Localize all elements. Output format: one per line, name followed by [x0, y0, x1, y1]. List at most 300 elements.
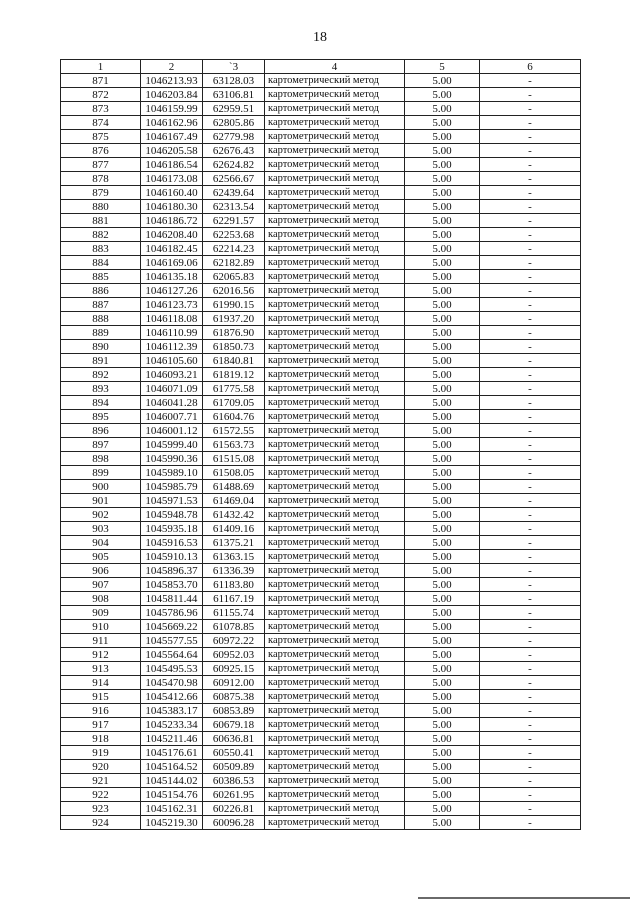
precision-cell: 5.00	[405, 508, 480, 522]
table-row	[61, 620, 581, 634]
method-cell: картометрический метод	[265, 88, 405, 102]
point-number-cell: 919	[61, 746, 141, 760]
extra-cell: -	[480, 200, 581, 214]
coordinates-table	[60, 59, 581, 830]
precision-cell: 5.00	[405, 172, 480, 186]
method-cell: картометрический метод	[265, 354, 405, 368]
table-row	[61, 578, 581, 592]
y-coordinate-cell: 61488.69	[203, 480, 265, 494]
x-coordinate-cell: 1045154.76	[141, 788, 203, 802]
point-number-cell: 924	[61, 816, 141, 830]
x-coordinate-cell: 1046162.96	[141, 116, 203, 130]
extra-cell: -	[480, 760, 581, 774]
x-coordinate-cell: 1045233.34	[141, 718, 203, 732]
precision-cell: 5.00	[405, 130, 480, 144]
x-coordinate-cell: 1046160.40	[141, 186, 203, 200]
precision-cell: 5.00	[405, 816, 480, 830]
point-number-cell: 911	[61, 634, 141, 648]
x-coordinate-cell: 1046167.49	[141, 130, 203, 144]
extra-cell: -	[480, 116, 581, 130]
extra-cell: -	[480, 494, 581, 508]
point-number-cell: 893	[61, 382, 141, 396]
extra-cell: -	[480, 788, 581, 802]
point-number-cell: 882	[61, 228, 141, 242]
table-row	[61, 144, 581, 158]
method-cell: картометрический метод	[265, 410, 405, 424]
table-row	[61, 326, 581, 340]
precision-cell: 5.00	[405, 158, 480, 172]
precision-cell: 5.00	[405, 382, 480, 396]
extra-cell: -	[480, 340, 581, 354]
method-cell: картометрический метод	[265, 242, 405, 256]
method-cell: картометрический метод	[265, 452, 405, 466]
column-header-6: 6	[480, 60, 581, 74]
precision-cell: 5.00	[405, 186, 480, 200]
method-cell: картометрический метод	[265, 186, 405, 200]
extra-cell: -	[480, 228, 581, 242]
y-coordinate-cell: 60096.28	[203, 816, 265, 830]
y-coordinate-cell: 61572.55	[203, 424, 265, 438]
y-coordinate-cell: 61363.15	[203, 550, 265, 564]
x-coordinate-cell: 1046127.26	[141, 284, 203, 298]
y-coordinate-cell: 62214.23	[203, 242, 265, 256]
table-row	[61, 634, 581, 648]
table-row	[61, 214, 581, 228]
table-row	[61, 382, 581, 396]
precision-cell: 5.00	[405, 354, 480, 368]
point-number-cell: 877	[61, 158, 141, 172]
method-cell: картометрический метод	[265, 424, 405, 438]
table-row	[61, 130, 581, 144]
y-coordinate-cell: 61336.39	[203, 564, 265, 578]
x-coordinate-cell: 1046110.99	[141, 326, 203, 340]
precision-cell: 5.00	[405, 74, 480, 88]
table-row	[61, 732, 581, 746]
method-cell: картометрический метод	[265, 746, 405, 760]
x-coordinate-cell: 1046093.21	[141, 368, 203, 382]
table-row	[61, 410, 581, 424]
precision-cell: 5.00	[405, 718, 480, 732]
x-coordinate-cell: 1045495.53	[141, 662, 203, 676]
precision-cell: 5.00	[405, 466, 480, 480]
method-cell: картометрический метод	[265, 326, 405, 340]
point-number-cell: 917	[61, 718, 141, 732]
x-coordinate-cell: 1046203.84	[141, 88, 203, 102]
precision-cell: 5.00	[405, 452, 480, 466]
point-number-cell: 872	[61, 88, 141, 102]
extra-cell: -	[480, 802, 581, 816]
y-coordinate-cell: 60550.41	[203, 746, 265, 760]
precision-cell: 5.00	[405, 522, 480, 536]
table-row	[61, 508, 581, 522]
x-coordinate-cell: 1046135.18	[141, 270, 203, 284]
extra-cell: -	[480, 564, 581, 578]
method-cell: картометрический метод	[265, 298, 405, 312]
extra-cell: -	[480, 578, 581, 592]
x-coordinate-cell: 1045916.53	[141, 536, 203, 550]
precision-cell: 5.00	[405, 326, 480, 340]
method-cell: картометрический метод	[265, 564, 405, 578]
x-coordinate-cell: 1046186.54	[141, 158, 203, 172]
column-header-5: 5	[405, 60, 480, 74]
y-coordinate-cell: 62566.67	[203, 172, 265, 186]
method-cell: картометрический метод	[265, 704, 405, 718]
extra-cell: -	[480, 130, 581, 144]
point-number-cell: 874	[61, 116, 141, 130]
table-row	[61, 452, 581, 466]
extra-cell: -	[480, 326, 581, 340]
y-coordinate-cell: 62253.68	[203, 228, 265, 242]
method-cell: картометрический метод	[265, 144, 405, 158]
point-number-cell: 878	[61, 172, 141, 186]
x-coordinate-cell: 1045786.96	[141, 606, 203, 620]
point-number-cell: 907	[61, 578, 141, 592]
point-number-cell: 881	[61, 214, 141, 228]
extra-cell: -	[480, 242, 581, 256]
extra-cell: -	[480, 662, 581, 676]
point-number-cell: 886	[61, 284, 141, 298]
point-number-cell: 890	[61, 340, 141, 354]
precision-cell: 5.00	[405, 536, 480, 550]
method-cell: картометрический метод	[265, 158, 405, 172]
y-coordinate-cell: 60912.00	[203, 676, 265, 690]
extra-cell: -	[480, 284, 581, 298]
method-cell: картометрический метод	[265, 312, 405, 326]
x-coordinate-cell: 1045176.61	[141, 746, 203, 760]
table-row	[61, 284, 581, 298]
table-row	[61, 494, 581, 508]
method-cell: картометрический метод	[265, 74, 405, 88]
method-cell: картометрический метод	[265, 172, 405, 186]
point-number-cell: 921	[61, 774, 141, 788]
precision-cell: 5.00	[405, 368, 480, 382]
extra-cell: -	[480, 690, 581, 704]
y-coordinate-cell: 60509.89	[203, 760, 265, 774]
extra-cell: -	[480, 158, 581, 172]
point-number-cell: 915	[61, 690, 141, 704]
point-number-cell: 873	[61, 102, 141, 116]
x-coordinate-cell: 1045383.17	[141, 704, 203, 718]
point-number-cell: 871	[61, 74, 141, 88]
y-coordinate-cell: 61563.73	[203, 438, 265, 452]
precision-cell: 5.00	[405, 256, 480, 270]
table-row	[61, 116, 581, 130]
point-number-cell: 910	[61, 620, 141, 634]
column-header-2: 2	[141, 60, 203, 74]
precision-cell: 5.00	[405, 312, 480, 326]
precision-cell: 5.00	[405, 88, 480, 102]
extra-cell: -	[480, 592, 581, 606]
y-coordinate-cell: 61876.90	[203, 326, 265, 340]
extra-cell: -	[480, 816, 581, 830]
table-row	[61, 564, 581, 578]
y-coordinate-cell: 62313.54	[203, 200, 265, 214]
extra-cell: -	[480, 536, 581, 550]
extra-cell: -	[480, 550, 581, 564]
point-number-cell: 922	[61, 788, 141, 802]
x-coordinate-cell: 1046182.45	[141, 242, 203, 256]
footer-divider	[418, 897, 630, 899]
point-number-cell: 889	[61, 326, 141, 340]
method-cell: картометрический метод	[265, 214, 405, 228]
y-coordinate-cell: 60952.03	[203, 648, 265, 662]
x-coordinate-cell: 1045948.78	[141, 508, 203, 522]
y-coordinate-cell: 62676.43	[203, 144, 265, 158]
x-coordinate-cell: 1046007.71	[141, 410, 203, 424]
method-cell: картометрический метод	[265, 116, 405, 130]
x-coordinate-cell: 1045219.30	[141, 816, 203, 830]
point-number-cell: 909	[61, 606, 141, 620]
point-number-cell: 923	[61, 802, 141, 816]
point-number-cell: 895	[61, 410, 141, 424]
method-cell: картометрический метод	[265, 802, 405, 816]
precision-cell: 5.00	[405, 746, 480, 760]
table-row	[61, 298, 581, 312]
precision-cell: 5.00	[405, 494, 480, 508]
y-coordinate-cell: 63106.81	[203, 88, 265, 102]
precision-cell: 5.00	[405, 102, 480, 116]
table-row	[61, 704, 581, 718]
precision-cell: 5.00	[405, 144, 480, 158]
x-coordinate-cell: 1045990.36	[141, 452, 203, 466]
point-number-cell: 906	[61, 564, 141, 578]
precision-cell: 5.00	[405, 116, 480, 130]
method-cell: картометрический метод	[265, 466, 405, 480]
table-row	[61, 648, 581, 662]
x-coordinate-cell: 1046205.58	[141, 144, 203, 158]
x-coordinate-cell: 1045162.31	[141, 802, 203, 816]
extra-cell: -	[480, 606, 581, 620]
method-cell: картометрический метод	[265, 270, 405, 284]
point-number-cell: 876	[61, 144, 141, 158]
y-coordinate-cell: 61990.15	[203, 298, 265, 312]
method-cell: картометрический метод	[265, 578, 405, 592]
table-row	[61, 690, 581, 704]
y-coordinate-cell: 60875.38	[203, 690, 265, 704]
y-coordinate-cell: 61508.05	[203, 466, 265, 480]
extra-cell: -	[480, 774, 581, 788]
point-number-cell: 920	[61, 760, 141, 774]
method-cell: картометрический метод	[265, 662, 405, 676]
extra-cell: -	[480, 354, 581, 368]
point-number-cell: 884	[61, 256, 141, 270]
method-cell: картометрический метод	[265, 634, 405, 648]
table-row	[61, 480, 581, 494]
table-row	[61, 354, 581, 368]
y-coordinate-cell: 61604.76	[203, 410, 265, 424]
point-number-cell: 899	[61, 466, 141, 480]
precision-cell: 5.00	[405, 242, 480, 256]
table-row	[61, 424, 581, 438]
precision-cell: 5.00	[405, 298, 480, 312]
method-cell: картометрический метод	[265, 620, 405, 634]
x-coordinate-cell: 1046180.30	[141, 200, 203, 214]
point-number-cell: 902	[61, 508, 141, 522]
method-cell: картометрический метод	[265, 340, 405, 354]
precision-cell: 5.00	[405, 564, 480, 578]
x-coordinate-cell: 1046118.08	[141, 312, 203, 326]
y-coordinate-cell: 61167.19	[203, 592, 265, 606]
table-row	[61, 662, 581, 676]
table-body	[61, 74, 581, 830]
precision-cell: 5.00	[405, 634, 480, 648]
extra-cell: -	[480, 186, 581, 200]
precision-cell: 5.00	[405, 802, 480, 816]
table-row	[61, 676, 581, 690]
y-coordinate-cell: 60679.18	[203, 718, 265, 732]
point-number-cell: 883	[61, 242, 141, 256]
table-row	[61, 270, 581, 284]
table-row	[61, 718, 581, 732]
method-cell: картометрический метод	[265, 130, 405, 144]
extra-cell: -	[480, 634, 581, 648]
method-cell: картометрический метод	[265, 508, 405, 522]
precision-cell: 5.00	[405, 732, 480, 746]
point-number-cell: 918	[61, 732, 141, 746]
x-coordinate-cell: 1045971.53	[141, 494, 203, 508]
precision-cell: 5.00	[405, 690, 480, 704]
table-row	[61, 522, 581, 536]
x-coordinate-cell: 1046071.09	[141, 382, 203, 396]
x-coordinate-cell: 1045935.18	[141, 522, 203, 536]
y-coordinate-cell: 60226.81	[203, 802, 265, 816]
x-coordinate-cell: 1046173.08	[141, 172, 203, 186]
precision-cell: 5.00	[405, 550, 480, 564]
table-row	[61, 802, 581, 816]
table-row	[61, 774, 581, 788]
table-row	[61, 592, 581, 606]
precision-cell: 5.00	[405, 648, 480, 662]
precision-cell: 5.00	[405, 438, 480, 452]
x-coordinate-cell: 1045577.55	[141, 634, 203, 648]
extra-cell: -	[480, 466, 581, 480]
extra-cell: -	[480, 382, 581, 396]
precision-cell: 5.00	[405, 200, 480, 214]
point-number-cell: 888	[61, 312, 141, 326]
y-coordinate-cell: 60853.89	[203, 704, 265, 718]
y-coordinate-cell: 60636.81	[203, 732, 265, 746]
table-row	[61, 186, 581, 200]
method-cell: картометрический метод	[265, 438, 405, 452]
y-coordinate-cell: 62779.98	[203, 130, 265, 144]
table-row	[61, 760, 581, 774]
extra-cell: -	[480, 522, 581, 536]
point-number-cell: 885	[61, 270, 141, 284]
x-coordinate-cell: 1046208.40	[141, 228, 203, 242]
y-coordinate-cell: 61375.21	[203, 536, 265, 550]
precision-cell: 5.00	[405, 214, 480, 228]
point-number-cell: 913	[61, 662, 141, 676]
y-coordinate-cell: 62959.51	[203, 102, 265, 116]
point-number-cell: 897	[61, 438, 141, 452]
precision-cell: 5.00	[405, 662, 480, 676]
method-cell: картометрический метод	[265, 494, 405, 508]
table-row	[61, 312, 581, 326]
table-row	[61, 606, 581, 620]
point-number-cell: 912	[61, 648, 141, 662]
extra-cell: -	[480, 256, 581, 270]
x-coordinate-cell: 1045896.37	[141, 564, 203, 578]
x-coordinate-cell: 1045564.64	[141, 648, 203, 662]
y-coordinate-cell: 61840.81	[203, 354, 265, 368]
table-row	[61, 788, 581, 802]
extra-cell: -	[480, 396, 581, 410]
precision-cell: 5.00	[405, 760, 480, 774]
x-coordinate-cell: 1045211.46	[141, 732, 203, 746]
x-coordinate-cell: 1046169.06	[141, 256, 203, 270]
table-row	[61, 158, 581, 172]
method-cell: картометрический метод	[265, 228, 405, 242]
table-row	[61, 74, 581, 88]
extra-cell: -	[480, 746, 581, 760]
method-cell: картометрический метод	[265, 522, 405, 536]
precision-cell: 5.00	[405, 774, 480, 788]
method-cell: картометрический метод	[265, 284, 405, 298]
extra-cell: -	[480, 74, 581, 88]
method-cell: картометрический метод	[265, 368, 405, 382]
x-coordinate-cell: 1045989.10	[141, 466, 203, 480]
method-cell: картометрический метод	[265, 648, 405, 662]
method-cell: картометрический метод	[265, 592, 405, 606]
method-cell: картометрический метод	[265, 788, 405, 802]
method-cell: картометрический метод	[265, 760, 405, 774]
y-coordinate-cell: 61155.74	[203, 606, 265, 620]
table-row	[61, 368, 581, 382]
y-coordinate-cell: 61850.73	[203, 340, 265, 354]
point-number-cell: 903	[61, 522, 141, 536]
precision-cell: 5.00	[405, 410, 480, 424]
x-coordinate-cell: 1045144.02	[141, 774, 203, 788]
method-cell: картометрический метод	[265, 816, 405, 830]
x-coordinate-cell: 1045164.52	[141, 760, 203, 774]
x-coordinate-cell: 1046186.72	[141, 214, 203, 228]
point-number-cell: 887	[61, 298, 141, 312]
y-coordinate-cell: 62291.57	[203, 214, 265, 228]
method-cell: картометрический метод	[265, 606, 405, 620]
precision-cell: 5.00	[405, 480, 480, 494]
method-cell: картометрический метод	[265, 718, 405, 732]
extra-cell: -	[480, 214, 581, 228]
precision-cell: 5.00	[405, 340, 480, 354]
extra-cell: -	[480, 620, 581, 634]
point-number-cell: 898	[61, 452, 141, 466]
table-row	[61, 536, 581, 550]
y-coordinate-cell: 60925.15	[203, 662, 265, 676]
point-number-cell: 894	[61, 396, 141, 410]
y-coordinate-cell: 61183.80	[203, 578, 265, 592]
y-coordinate-cell: 61775.58	[203, 382, 265, 396]
y-coordinate-cell: 60261.95	[203, 788, 265, 802]
precision-cell: 5.00	[405, 676, 480, 690]
column-header-3: `3	[203, 60, 265, 74]
column-header-4: 4	[265, 60, 405, 74]
method-cell: картометрический метод	[265, 550, 405, 564]
method-cell: картометрический метод	[265, 382, 405, 396]
y-coordinate-cell: 61937.20	[203, 312, 265, 326]
precision-cell: 5.00	[405, 228, 480, 242]
table-row	[61, 200, 581, 214]
y-coordinate-cell: 62182.89	[203, 256, 265, 270]
x-coordinate-cell: 1045470.98	[141, 676, 203, 690]
table-row	[61, 102, 581, 116]
x-coordinate-cell: 1045999.40	[141, 438, 203, 452]
x-coordinate-cell: 1046159.99	[141, 102, 203, 116]
y-coordinate-cell: 60972.22	[203, 634, 265, 648]
table-row	[61, 466, 581, 480]
method-cell: картометрический метод	[265, 256, 405, 270]
y-coordinate-cell: 61078.85	[203, 620, 265, 634]
extra-cell: -	[480, 102, 581, 116]
